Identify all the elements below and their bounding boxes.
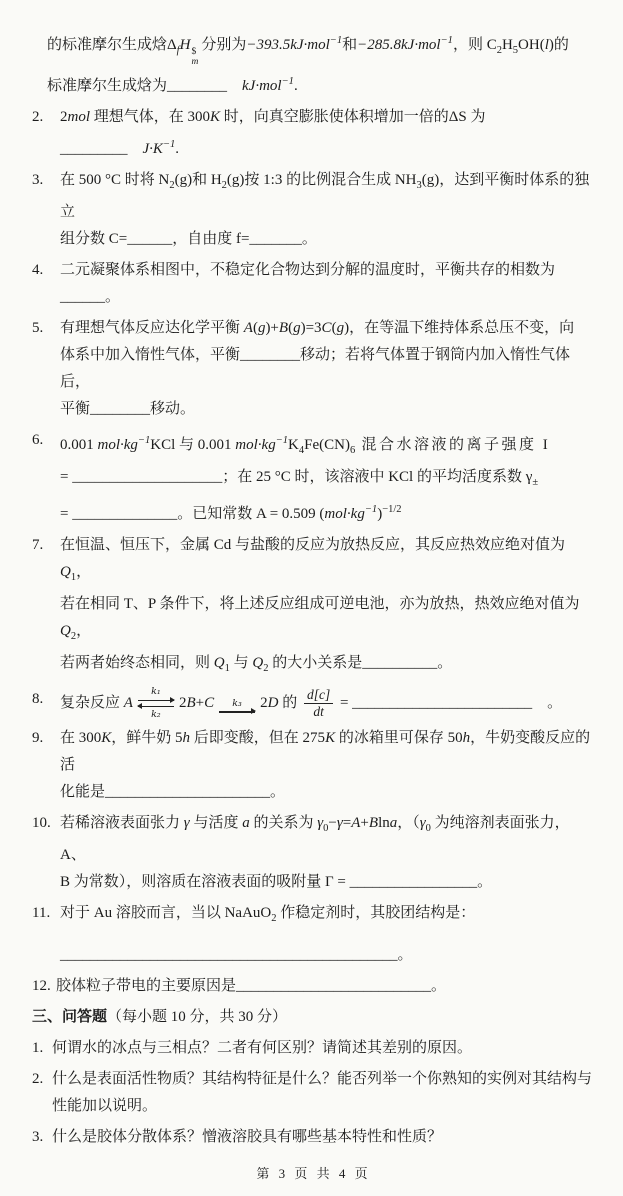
question-line [60, 464, 595, 496]
text-run: −1 [440, 35, 453, 46]
question-10 [32, 810, 595, 896]
question-number [32, 27, 47, 100]
text-run: 后即变酸，但在 275 [190, 729, 326, 746]
question-number: 2. [32, 108, 44, 125]
question-number: 1. [32, 1039, 44, 1056]
superscript: $ [191, 47, 197, 57]
text-run: 4 [298, 444, 305, 456]
subscript: m [191, 57, 199, 68]
text-run: = ____________________；在 25 °C 时，该溶液中 KCl 的平均活度系数 γ [60, 468, 533, 485]
question-content [60, 725, 595, 806]
question-line [60, 427, 595, 464]
text-run: + [195, 694, 205, 711]
text-run: J·K [142, 140, 163, 157]
question-number: 2. [32, 1070, 44, 1087]
text-run: 何谓水的冰点与三相点？二者有何区别？请简述其差别的原因。 [52, 1039, 473, 1056]
text-run: . [175, 140, 180, 157]
text-run: ，则 C [452, 37, 497, 53]
text-run: Q [252, 654, 264, 671]
question-content [32, 1004, 595, 1031]
text-run: ，牛奶变酸反应的活 [60, 729, 591, 773]
question-line [60, 104, 595, 131]
question-7 [32, 532, 595, 682]
question-content [60, 315, 595, 423]
question-number: 6. [32, 431, 44, 448]
text-run: ) [377, 505, 383, 522]
text-run: −1 [162, 138, 176, 150]
text-run: ( [331, 319, 337, 336]
question-line [47, 68, 595, 100]
text-run: B [186, 694, 196, 711]
text-run: C [321, 319, 332, 336]
question-line [60, 257, 595, 311]
question-content [52, 1124, 595, 1151]
question-line [52, 1124, 595, 1151]
text-run: K [288, 436, 299, 453]
text-run: 为纯溶剂表面张力，A、 [60, 814, 570, 863]
text-run: 若在相同 T、P 条件下，将上述反应组成可逆电池，亦为放热，热效应绝对值为 [60, 595, 580, 612]
question-number: 10. [32, 814, 51, 831]
text-run: −393.5 [246, 37, 291, 53]
essay-question-1 [32, 1035, 595, 1062]
text-run: 2 [260, 694, 268, 711]
text-run: = ________________________ 。 [336, 694, 563, 711]
text-run: 组分数 C=______，自由度 f=_______。 [60, 230, 317, 247]
text-run: B 为常数），则溶质在溶液表面的吸附量 Γ = _________________。 [60, 873, 493, 890]
text-run: g [257, 319, 266, 336]
fraction-numerator: d[c] [304, 687, 333, 704]
essay-question-3 [32, 1124, 595, 1151]
text-run: −1 [329, 35, 343, 46]
text-run: 0 [323, 822, 329, 834]
text-run: h [462, 729, 471, 746]
text-run: D [267, 694, 279, 711]
text-run: mol·kg [324, 505, 365, 522]
text-run: B [368, 814, 379, 831]
text-run: g [293, 319, 301, 336]
text-run: . [293, 77, 298, 94]
question-11 [32, 900, 595, 969]
superscript-subscript-stack [191, 47, 198, 68]
left-arrow [138, 706, 174, 707]
text-run: 的关系为 [249, 814, 318, 831]
text-run: 和 [342, 37, 358, 53]
text-run: (g)按 1:3 的比例混合生成 NH [226, 171, 417, 188]
text-run: 2 [263, 662, 269, 674]
question-line [32, 1004, 595, 1031]
text-run: 对于 Au 溶胶而言，当以 NaAuO [60, 904, 272, 921]
question-line [60, 942, 595, 969]
question-line [52, 1035, 595, 1062]
question-line [60, 779, 595, 806]
question-content [52, 1035, 595, 1062]
text-run: 2 [271, 912, 277, 924]
text-run: ，（ [397, 814, 420, 831]
text-run: ± [532, 476, 539, 488]
text-run: 二元凝聚体系相图中，不稳定化合物达到分解的温度时，平衡共存的相数为______。 [60, 261, 556, 305]
equilibrium-arrows [138, 686, 174, 721]
question-line [47, 27, 595, 68]
question-line [60, 591, 595, 650]
question-line [60, 496, 595, 528]
text-run: 若稀溶液表面张力 [60, 814, 184, 831]
text-run: 与 [229, 654, 253, 671]
rate-constant-bottom: k₂ [151, 709, 161, 721]
text-run: 的标准摩尔生成焓 [47, 37, 168, 53]
text-run: A [243, 319, 253, 336]
text-run: 在 300 [60, 729, 102, 746]
text-run: ， [76, 563, 92, 580]
question-3 [32, 167, 595, 253]
reaction-arrow [219, 698, 255, 715]
section-3-header [32, 1004, 595, 1031]
text-run: OH( [518, 37, 545, 53]
text-run: h [182, 729, 191, 746]
text-run: mol·kg [97, 436, 138, 453]
text-run: 三、问答题 [32, 1008, 108, 1025]
text-run: 在 500 °C 时将 N [60, 171, 170, 188]
text-run: −1 [281, 75, 294, 87]
question-number: 7. [32, 536, 44, 553]
fraction-denominator: dt [313, 703, 324, 719]
text-run: K [101, 729, 112, 746]
text-run: )+ [265, 319, 279, 336]
text-run: 2 [70, 630, 77, 642]
rate-constant-top: k₁ [151, 685, 161, 697]
text-run: 6 [349, 444, 356, 456]
question-number: 12. [32, 977, 51, 994]
text-run: )=3 [300, 319, 322, 336]
text-run: 的冰箱里可保存 50 [335, 729, 463, 746]
question-content [60, 257, 595, 311]
text-run: = [342, 814, 352, 831]
text-run: (g)，达到平衡时体系的独立 [60, 171, 590, 220]
rate-constant-top: k₃ [232, 697, 242, 709]
text-run: 性能加以说明。 [52, 1097, 158, 1114]
question-line [60, 532, 595, 591]
text-run: 2 [221, 179, 227, 191]
text-run: 体系中加入惰性气体，平衡________移动；若将气体置于钢筒内加入惰性气体后， [60, 346, 571, 390]
text-run: 2 [169, 179, 175, 191]
question-number: 3. [32, 171, 44, 188]
text-run: 理想气体，在 300 [90, 108, 211, 125]
right-arrow [138, 700, 174, 701]
text-run: 时，向真空膨胀使体积增加一倍的ΔS 为 [220, 108, 486, 125]
text-run: g [336, 319, 345, 336]
text-run: ， [76, 622, 92, 639]
question-content [60, 427, 595, 528]
text-run: 0 [425, 822, 431, 834]
question-line [52, 1066, 595, 1093]
text-run: 若两者始终态相同，则 [60, 654, 214, 671]
question-number: 9. [32, 729, 44, 746]
text-run: _____________________________________________。 [60, 946, 413, 963]
text-run: Q [213, 654, 225, 671]
text-run: ，鲜牛奶 5 [111, 729, 183, 746]
text-run: 在恒温、恒压下，金属 Cd 与盐酸的反应为放热反应，其反应热效应绝对值为 [60, 536, 566, 553]
text-run: Q [60, 622, 71, 639]
text-run: γ [183, 814, 190, 831]
question-content [60, 810, 595, 896]
text-run: = ______________。已知常数 A = 0.509 ( [60, 505, 325, 522]
question-line [60, 725, 595, 779]
text-run: kJ·mol [401, 37, 441, 53]
question-line [60, 342, 595, 396]
text-run: H [501, 37, 513, 53]
text-run: −1/2 [382, 503, 402, 515]
question-content [60, 167, 595, 253]
question-line [60, 686, 595, 721]
question-4 [32, 257, 595, 311]
question-content [60, 532, 595, 682]
text-run: 什么是胶体分散体系？憎液溶胶具有哪些基本特性和性质？ [52, 1128, 443, 1145]
question-line [60, 315, 595, 342]
text-run: H [179, 37, 191, 53]
question-content [60, 104, 595, 163]
text-run: mol [67, 108, 90, 125]
text-run: ) [344, 319, 350, 336]
question-line [60, 167, 595, 226]
right-arrow [219, 711, 255, 712]
question-line [60, 650, 595, 682]
question-9 [32, 725, 595, 806]
text-run: （每小题 10 分，共 30 分） [107, 1008, 288, 1025]
text-run: ln [378, 814, 390, 831]
essay-question-2 [32, 1066, 595, 1120]
text-run: Q [60, 563, 71, 580]
text-run: )的 [548, 37, 569, 53]
text-run: γ [419, 814, 426, 831]
text-run: 5 [512, 45, 519, 56]
text-run: 3 [416, 179, 422, 191]
text-run: 平衡________移动。 [60, 400, 196, 417]
text-run: 0.001 [60, 436, 98, 453]
page-footer: 第 3 页 共 4 页 [256, 1165, 371, 1181]
question-content [60, 686, 595, 721]
text-run: − [328, 814, 337, 831]
question-8 [32, 686, 595, 721]
text-run: γ [317, 814, 324, 831]
text-run: _________ [60, 140, 143, 157]
text-run: 有理想气体反应达化学平衡 [60, 319, 244, 336]
text-run: 1 [224, 662, 230, 674]
question-number: 4. [32, 261, 44, 278]
text-run: ( [288, 319, 294, 336]
text-run: KCl 与 0.001 [150, 436, 236, 453]
text-run: a [389, 814, 398, 831]
text-run: −1 [275, 434, 289, 446]
text-run: 与活度 [189, 814, 243, 831]
question-number: 8. [32, 690, 44, 707]
text-run: 作稳定剂时，其胶团结构是： [276, 904, 476, 921]
text-run: 胶体粒子带电的主要原因是__________________________。 [56, 977, 447, 994]
text-run: 复杂反应 [60, 694, 124, 711]
text-run: 1 [70, 571, 77, 583]
question-number: 3. [32, 1128, 44, 1145]
question-content [56, 973, 595, 1000]
text-run: 2 [60, 108, 68, 125]
text-run: 分别为 [201, 37, 247, 53]
text-run: −285.8 [357, 37, 402, 53]
text-run: kJ·mol [242, 77, 282, 94]
text-run: + [360, 814, 369, 831]
text-run: 2 [178, 694, 187, 711]
text-run: Δ [167, 37, 177, 53]
text-run: B [278, 319, 289, 336]
text-run: 的大小关系是__________。 [268, 654, 453, 671]
question-line [56, 973, 595, 1000]
text-run: −1 [364, 503, 378, 515]
text-run: mol·kg [235, 436, 276, 453]
text-run: 化能是______________________。 [60, 783, 286, 800]
text-run: ，在等温下维持体系总压不变，向 [349, 319, 575, 336]
question-line [60, 900, 595, 932]
text-run: 标准摩尔生成焓为________ [47, 77, 243, 94]
questions [32, 27, 595, 1155]
text-run: ( [252, 319, 258, 336]
question-line [60, 810, 595, 869]
question-number: 11. [32, 904, 51, 921]
question-content [60, 900, 595, 969]
question-line [60, 131, 595, 163]
text-run: 2 [496, 45, 502, 56]
text-run: K [325, 729, 336, 746]
text-run: −1 [137, 434, 151, 446]
text-run: (g)和 H [174, 171, 222, 188]
question-line [60, 396, 595, 423]
text-run: A [351, 814, 361, 831]
text-run: 混合水溶液的离子强度 I [355, 436, 551, 453]
text-run: C [204, 694, 215, 711]
text-run: A [123, 694, 133, 711]
text-run: a [242, 814, 250, 831]
question-content [52, 1066, 595, 1120]
text-run: kJ·mol [290, 37, 330, 53]
question-12 [32, 973, 595, 1000]
text-run: K [210, 108, 221, 125]
fraction [304, 687, 333, 719]
question-line [52, 1093, 595, 1120]
question-2 [32, 104, 595, 163]
question-line [60, 869, 595, 896]
question-line [60, 226, 595, 253]
question-content [47, 27, 595, 100]
question-5 [32, 315, 595, 423]
text-run: l [544, 37, 549, 53]
question-number: 5. [32, 319, 44, 336]
text-run: Fe(CN) [304, 436, 350, 453]
text-run: 的 [278, 694, 301, 711]
question-1-continued [32, 27, 595, 100]
text-run: f [176, 45, 180, 56]
text-run: γ [336, 814, 343, 831]
text-run: 什么是表面活性物质？其结构特征是什么？能否列举一个你熟知的实例对其结构与 [52, 1070, 593, 1087]
question-6 [32, 427, 595, 528]
